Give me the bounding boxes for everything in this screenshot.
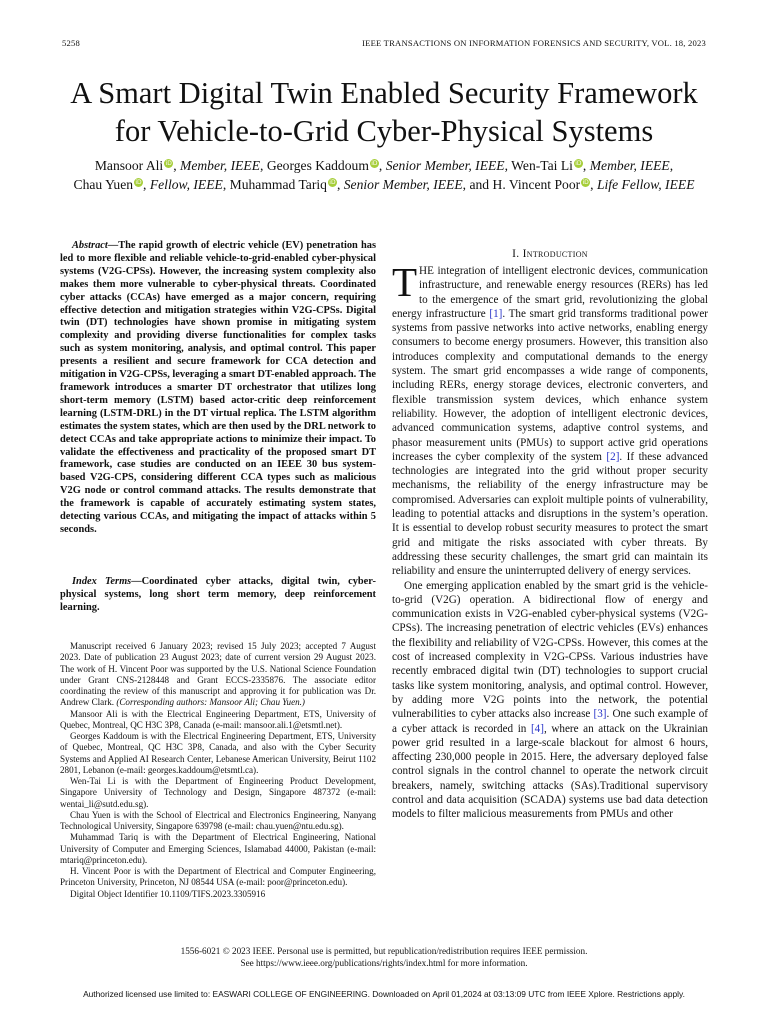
footnote-affiliation: Muhammad Tariq is with the Department of Electrical Engineering, National University of Computer and Emerging Sciences, Islamabad 44000, Pakistan (e-mail: mtariq@princeton.edu). (60, 832, 376, 865)
author-separator: , (582, 158, 590, 173)
section-number: I. (512, 248, 520, 260)
author-name: Georges Kaddoum (266, 158, 369, 173)
license-notice: Authorized licensed use limited to: EASWARI COLLEGE OF ENGINEERING. Downloaded on April 01,2024 at 03:13:09 UTC from IEEE Xplore. Restrictions apply. (83, 989, 685, 999)
section-heading (392, 248, 708, 260)
author-separator: , (378, 158, 386, 173)
paragraph-text: . If these advanced technologies are integrated into the grid without proper security mechanisms, the reliability of the energy infrastructure may be compromised. Adversaries can exploit multiple points of vulnerability, leading to potential attacks and disruptions in the system’s operation. It is essential to develop robust security measures to protect the smart grid and mitigate the risks associated with cyber threats. By addressing these security challenges, the smart grid can maintain its reliability and ensure the uninterrupted delivery of energy services. (392, 450, 708, 578)
orcid-icon[interactable]: iD (165, 160, 172, 167)
author-role: Senior Member, IEEE (385, 158, 505, 173)
abstract-text: The rapid growth of electric vehicle (EV) penetration has led to more flexible and reliable vehicle-to-grid-enabled cyber-physical systems (V2G-CPSs). However, the increasing system complexity also makes them more vulnerable to cyber-physical threats. Coordinated cyber attacks (CCAs) have emerged as a major concern, requiring effective detection and mitigation strategies within V2G-CPSs. Digital twin (DT) technologies have shown promise in mitigating system complexity and providing diverse functionalities for complex tasks such as system monitoring, analysis, and optimal control. This paper presents a resilient and secure framework for CCA detection and mitigation in V2G-CPSs, leveraging a smart DT-enabled approach. The framework introduces a smarter DT orchestrator that utilizes long short-term memory (LSTM) based actor-critic deep reinforcement learning (LSTM-DRL) in the DT virtual replica. The LSTM algorithm estimates the system states, which are then used by the DRL network to detect CCAs and take appropriate actions to minimize their impact. To validate the effectiveness and practicality of the proposed smart DT framework, case studies are conducted on an IEEE 30 bus system-based V2G-CPS, considering different CCA types such as malicious V2G node or control command attacks. The results demonstrate that the framework is capable of accurately estimating system states, detecting various CCAs, and mitigating the impact of attacks within 5 seconds. (60, 240, 376, 535)
footnote-affiliation: Wen-Tai Li is with the Department of Engineering Product Development, Singapore University of Technology and Design, Singapore 487372 (e-mail: wentai_li@sutd.edu.sg). (60, 776, 376, 809)
citation-link[interactable]: [3] (593, 708, 607, 721)
author-and: and (469, 177, 493, 192)
author-separator: , (143, 177, 150, 192)
copyright-line-2: See https://www.ieee.org/publications/rights/index.html for more information. (240, 957, 528, 968)
author-name: Muhammad Tariq (229, 177, 327, 192)
copyright-line-1: 1556-6021 © 2023 IEEE. Personal use is permitted, but republication/redistribution requires IEEE permission. (180, 946, 588, 956)
paragraph-text: . The smart grid transforms traditional power systems from passive networks into active networks, enabling energy consumers to become energy prosumers. However, this transition also introduces complexity and computational demands to the energy system. The smart grid encompasses a wide range of components, including RERs, energy storage devices, electronic converters, and flexible transmission system devices, which enhance system reliability. However, the adoption of intelligent electronic devices, advanced communication systems, adaptive control systems, and phasor measurement units (PMUs) to support active grid operations increases the cyber complexity of the system (392, 307, 708, 463)
intro-paragraph-1 (392, 259, 708, 579)
author-separator: , (260, 158, 267, 173)
title-line-2: for Vehicle-to-Grid Cyber-Physical Systems (114, 114, 654, 148)
footnote-affiliation: H. Vincent Poor is with the Department of Electrical and Computer Engineering, Princeton University, Princeton, NJ 08544 USA (e-mail: poor@princeton.edu). (60, 866, 376, 888)
journal-name: IEEE TRANSACTIONS ON INFORMATION FORENSICS AND SECURITY, VOL. 18, 2023 (362, 38, 706, 48)
author-role: Fellow, IEEE (149, 177, 223, 192)
author-separator: , (669, 158, 674, 173)
author-role: Life Fellow, IEEE (596, 177, 695, 192)
footnote-manuscript (60, 641, 376, 709)
citation-link[interactable]: [1] (489, 307, 503, 320)
author-separator: , (173, 158, 180, 173)
footnote-corresponding: (Corresponding authors: Mansoor Ali; Chau Yuen.) (116, 697, 305, 708)
running-header (62, 38, 706, 48)
author-name: Chau Yuen (73, 177, 134, 192)
orcid-icon[interactable]: iD (371, 160, 378, 167)
author-list (50, 156, 718, 194)
citation-link[interactable]: [4] (530, 722, 544, 735)
title-line-1: A Smart Digital Twin Enabled Security Framework (70, 76, 698, 110)
paragraph-text: , where an attack on the Ukrainian power grid resulted in a large-scale blackout for almost 6 hours, affecting 230,000 people in 2015. Here, the adversary deployed false control signals in the control channel to operate the network circuit breakers, namely, switching attacks (SAs).Traditional supervisory control and data acquisition (SCADA) systems use bad data detection models to filter malicious measurements from PMUs and other (392, 722, 708, 821)
paragraph-text: . One such example of a cyber attack is recorded in (392, 708, 708, 735)
paragraph-text: HE integration of intelligent electronic devices, communication infrastructure, and renewable energy resources (RERs) has led to the emergence of the smart grid, revolutionizing the global energy infrastructure (392, 265, 708, 320)
author-role: Member, IEEE (589, 158, 670, 173)
author-separator: , (504, 158, 512, 173)
author-name: H. Vincent Poor (492, 177, 581, 192)
author-separator: , (462, 177, 470, 192)
author-role: Member, IEEE (180, 158, 261, 173)
author-line-2 (50, 175, 718, 194)
intro-paragraph-2 (392, 579, 708, 822)
author-role: Senior Member, IEEE (343, 177, 463, 192)
abstract-dash: — (107, 240, 119, 251)
footnote-affiliation: Mansoor Ali is with the Electrical Engineering Department, ETS, University of Quebec, Montreal, QC H3C 3P8, Canada (e-mail: mansoor.ali.1@etsmtl.net). (60, 708, 376, 730)
author-name: Mansoor Ali (94, 158, 164, 173)
orcid-icon[interactable]: iD (329, 179, 336, 186)
section-title: Introduction (522, 248, 588, 260)
footnote-affiliation: Chau Yuen is with the School of Electrical and Electronics Engineering, Nanyang Technological University, Singapore 639798 (e-mail: chau.yuen@ntu.edu.sg). (60, 809, 376, 831)
footnote-affiliation: Georges Kaddoum is with the Electrical Engineering Department, ETS, University of Quebec, Montreal, QC H3C 3P8, Canada, and also with the Cyber Security Systems and Applied AI Research Center, Lebanese American University, Beirut 1102 2801, Lebanon (e-mail: georges.kaddoum@etsmtl.ca). (60, 731, 376, 775)
footnote-doi: Digital Object Identifier 10.1109/TIFS.2023.3305916 (70, 888, 266, 899)
footnotes (60, 641, 376, 900)
orcid-icon[interactable]: iD (575, 160, 582, 167)
citation-link[interactable]: [2] (606, 450, 620, 463)
author-separator: , (590, 177, 597, 192)
paragraph-text: One emerging application enabled by the smart grid is the vehicle-to-grid (V2G) operation. A bidirectional flow of energy and communication exists in V2G-enabled cyber-physical systems (V2G-CPSs). The increasing penetration of electric vehicles (EVs) enhances the flexibility and reliability of V2G-CPSs. However, this comes at the cost of increased complexity in V2G-CPSs. Various industries have recently embraced digital twin (DT) technologies to support crucial tasks like system monitoring, analysis, and optimal control. However, by adding more V2G points into the network, the potential vulnerabilities to cyber attacks also increase (392, 579, 708, 721)
orcid-icon[interactable]: iD (135, 179, 142, 186)
index-terms-label: Index Terms (72, 576, 132, 587)
author-separator: , (336, 177, 344, 192)
author-separator: , (222, 177, 230, 192)
copyright-notice (60, 946, 708, 969)
author-name: Wen-Tai Li (511, 158, 573, 173)
author-line-1 (50, 156, 718, 175)
page-number: 5258 (62, 38, 80, 48)
index-terms-text: Coordinated cyber attacks, digital twin, cyber-physical systems, long short term memory, deep reinforcement learning. (60, 576, 376, 613)
abstract (60, 240, 376, 537)
drop-cap: T (392, 259, 418, 305)
index-terms-dash: — (131, 576, 142, 587)
paper-title (40, 74, 728, 150)
index-terms (60, 576, 376, 615)
introduction-body (392, 259, 708, 822)
orcid-icon[interactable]: iD (582, 179, 589, 186)
footnote-text: Manuscript received 6 January 2023; revised 15 July 2023; accepted 7 August 2023. Date of publication 23 August 2023; date of current version 29 August 2023. The work of H. Vincent Poor was supported by the U.S. National Science Foundation under Grant CNS-2128448 and Grant ECCS-2335876. The associate editor coordinating the review of this manuscript and approving it for publication was Dr. Andrew Clark. (60, 641, 376, 708)
abstract-label: Abstract (72, 240, 108, 251)
